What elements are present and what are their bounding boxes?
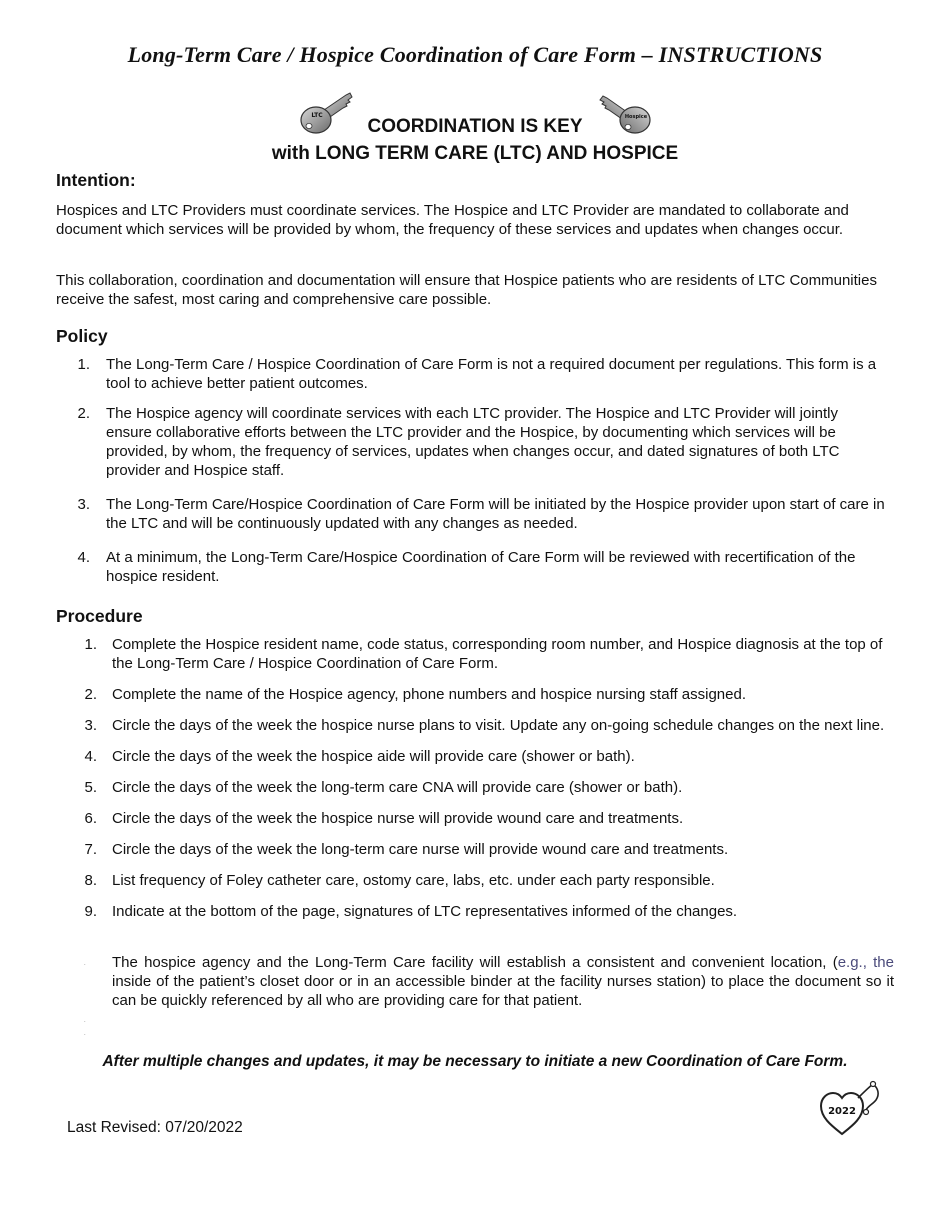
- list-item: [77, 355, 886, 393]
- list-item: [84, 635, 897, 673]
- heart-stethoscope-icon: [818, 1080, 888, 1138]
- svg-text:2022: 2022: [828, 1106, 856, 1117]
- final-paragraph-text-2: inside of the patient’s closet door or in an accessible binder at the facility nurses station) to place the document so it can be quickly referenced by all who are providing care for that patient.: [112, 973, 894, 1009]
- list-item: [84, 716, 897, 735]
- intention-paragraph-2: This collaboration, coordination and documentation will ensure that Hospice patients who are residents of LTC Communities receive the safest, most caring and comprehensive care possible.: [56, 272, 877, 308]
- list-item-number: 7.: [84, 841, 97, 858]
- final-paragraph-example: e.g., the: [837, 954, 894, 971]
- list-item-number: 8.: [84, 872, 97, 889]
- list-item-number: 2.: [77, 405, 90, 422]
- list-item-number: 2.: [84, 686, 97, 703]
- list-item-text: Circle the days of the week the long-term care CNA will provide care (shower or bath).: [112, 779, 683, 796]
- list-item-text: Circle the days of the week the long-term care nurse will provide wound care and treatments.: [112, 841, 729, 858]
- list-item: [84, 871, 897, 890]
- list-item-number: 9.: [84, 903, 97, 920]
- final-paragraph-text-1: The hospice agency and the Long-Term Care facility will establish a consistent and convenient location, (: [112, 954, 838, 971]
- banner-line-1: COORDINATION IS KEY: [367, 116, 583, 137]
- list-item: [77, 495, 886, 533]
- list-item-text: The Long-Term Care / Hospice Coordination of Care Form is not a required document per regulations. This form is a tool to achieve better patient outcomes.: [106, 356, 877, 392]
- list-item-text: At a minimum, the Long-Term Care/Hospice Coordination of Care Form will be reviewed with recertification of the hospice resident.: [106, 549, 856, 585]
- list-item: [84, 902, 897, 921]
- policy-list: [77, 355, 886, 598]
- list-item-text: Circle the days of the week the hospice aide will provide care (shower or bath).: [112, 748, 635, 765]
- list-item: [84, 809, 897, 828]
- list-item-text: List frequency of Foley catheter care, ostomy care, labs, etc. under each party responsible.: [112, 872, 715, 889]
- list-item-number: 4.: [77, 549, 90, 566]
- list-item-number: 1.: [77, 356, 90, 373]
- list-item-text: Indicate at the bottom of the page, signatures of LTC representatives informed of the changes.: [112, 903, 738, 920]
- list-item-text: The Hospice agency will coordinate services with each LTC provider. The Hospice and LTC Provider will jointly ensure collaborative efforts between the LTC provider and the Hospice, by documenting which services will be provided, by whom, the frequency of services, updates when changes occur, and dated signatures of both LTC provider and Hospice staff.: [106, 405, 840, 479]
- procedure-heading: Procedure: [56, 606, 143, 626]
- list-item-number: 4.: [84, 748, 97, 765]
- list-item-number: 5.: [84, 779, 97, 796]
- list-item-text: The Long-Term Care/Hospice Coordination of Care Form will be initiated by the Hospice provider upon start of care in the LTC and will be continuously updated with any changes as needed.: [106, 496, 885, 532]
- policy-heading: Policy: [56, 326, 108, 346]
- list-item-number: 3.: [77, 496, 90, 513]
- list-marker-dot: .: [84, 961, 86, 967]
- list-marker-dot: .: [84, 1031, 86, 1037]
- page-title: Long-Term Care / Hospice Coordination of Care Form – INSTRUCTIONS: [127, 42, 823, 67]
- list-item-text: Complete the name of the Hospice agency, phone numbers and hospice nursing staff assigned.: [112, 686, 747, 703]
- list-item: [84, 840, 897, 859]
- list-item-number: 3.: [84, 717, 97, 734]
- svg-text:Hospice: Hospice: [624, 114, 648, 120]
- list-item: [77, 548, 886, 586]
- list-item: [77, 404, 886, 480]
- svg-text:LTC: LTC: [311, 112, 323, 119]
- closing-note: After multiple changes and updates, it may be necessary to initiate a new Coordination of Care Form.: [102, 1053, 848, 1070]
- list-item: [84, 747, 897, 766]
- list-item: [84, 685, 897, 704]
- list-item-text: Complete the Hospice resident name, code status, corresponding room number, and Hospice diagnosis at the top of the Long-Term Care / Hospice Coordination of Care Form.: [112, 636, 883, 672]
- list-item-text: Circle the days of the week the hospice nurse will provide wound care and treatments.: [112, 810, 684, 827]
- intention-paragraph-1: Hospices and LTC Providers must coordinate services. The Hospice and LTC Provider are mandated to collaborate and document which services will be provided by whom, the frequency of these services and updates when changes occur.: [56, 202, 849, 238]
- procedure-final-paragraph: [112, 953, 894, 1010]
- list-item: [84, 778, 897, 797]
- last-revised: Last Revised: 07/20/2022: [67, 1119, 243, 1136]
- list-item-text: Circle the days of the week the hospice nurse plans to visit. Update any on-going schedule changes on the next line.: [112, 717, 885, 734]
- intention-heading: Intention:: [56, 170, 136, 190]
- banner-line-2: with LONG TERM CARE (LTC) AND HOSPICE: [271, 143, 679, 164]
- list-item-number: 1.: [84, 636, 97, 653]
- procedure-list: [84, 635, 897, 933]
- list-marker-dot: .: [84, 1018, 86, 1024]
- list-item-number: 6.: [84, 810, 97, 827]
